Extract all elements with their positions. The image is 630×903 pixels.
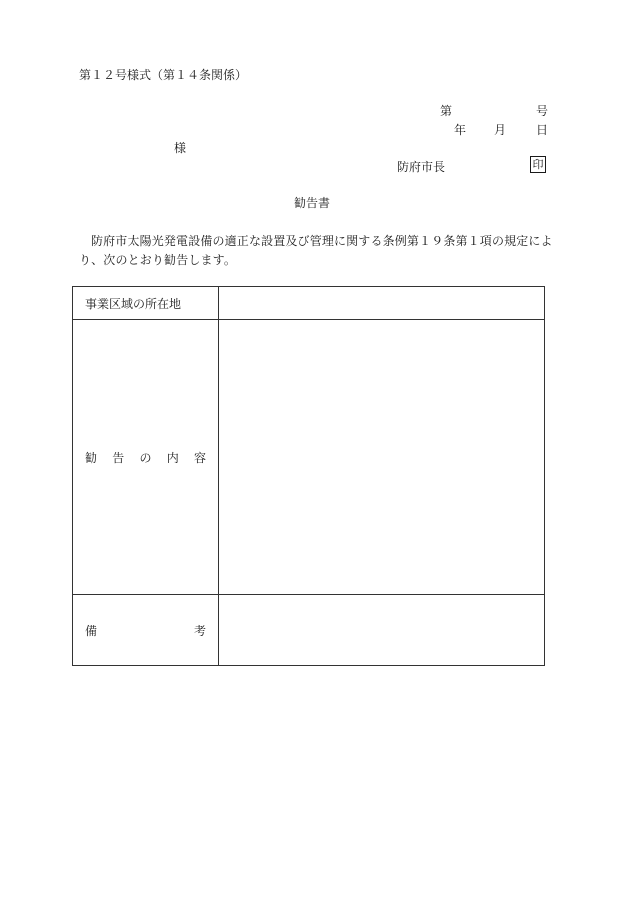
content-label bbox=[73, 320, 219, 595]
recommendation-table bbox=[72, 286, 545, 666]
remarks-label bbox=[73, 595, 219, 666]
date-day-label: 日 bbox=[536, 123, 549, 137]
body-text: 防府市太陽光発電設備の適正な設置及び管理に関する条例第１９条第１項の規定により、次のとおり勧告します。 bbox=[79, 234, 553, 267]
addressee-suffix: 様 bbox=[174, 141, 187, 155]
date-month-label: 月 bbox=[494, 123, 507, 137]
document-title: 勧告書 bbox=[294, 196, 331, 210]
content-label-char: の bbox=[139, 450, 152, 465]
location-label: 事業区域の所在地 bbox=[73, 287, 219, 320]
content-label-char: 告 bbox=[112, 450, 125, 465]
table-row-remarks bbox=[73, 595, 545, 666]
remarks-label-char: 考 bbox=[193, 623, 206, 638]
remarks-value-cell[interactable] bbox=[219, 595, 545, 666]
content-label-char: 容 bbox=[193, 450, 206, 465]
content-label-char: 内 bbox=[166, 450, 179, 465]
content-value-cell[interactable] bbox=[219, 320, 545, 595]
table-row-location bbox=[73, 287, 545, 320]
content-label-char: 勧 bbox=[85, 450, 98, 465]
location-value-cell[interactable] bbox=[219, 287, 545, 320]
table-row-content bbox=[73, 320, 545, 595]
number-prefix: 第 bbox=[440, 104, 453, 118]
issuer-title: 防府市長 bbox=[397, 160, 446, 174]
form-number: 第１２号様式（第１４条関係） bbox=[79, 68, 248, 82]
remarks-label-char: 備 bbox=[85, 623, 98, 638]
seal-mark: 印 bbox=[530, 156, 546, 173]
number-suffix: 号 bbox=[536, 104, 549, 118]
date-year-label: 年 bbox=[454, 123, 467, 137]
